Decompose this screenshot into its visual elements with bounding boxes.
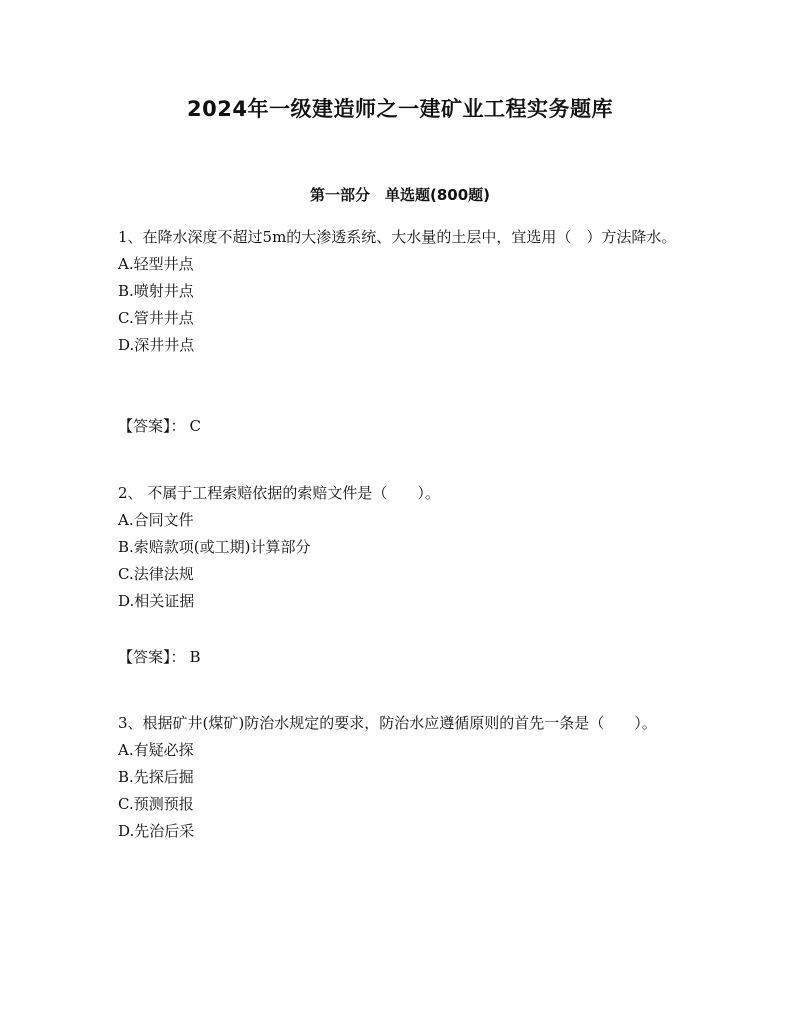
option-c: C.管井井点 [118, 309, 194, 327]
answer-value: B [189, 648, 201, 666]
question-stem: 2、 不属于工程索赔依据的索赔文件是（ ）。 [118, 484, 440, 502]
question-stem: 1、在降水深度不超过5m的大渗透系统、大水量的土层中，宜选用（ ）方法降水。 [118, 228, 677, 246]
option-list [118, 737, 693, 845]
option-d: D.相关证据 [118, 592, 195, 610]
option-b: B.先探后掘 [118, 768, 194, 786]
option-d: D.深井井点 [118, 336, 195, 354]
answer-label: 【答案】： [118, 648, 186, 666]
option-c: C.预测预报 [118, 795, 194, 813]
section-title: 第一部分 单选题(800题) [309, 186, 491, 204]
answer-1 [118, 414, 201, 438]
question-stem: 3、根据矿井(煤矿)防治水规定的要求，防治水应遵循原则的首先一条是（ ）。 [118, 714, 657, 732]
question-2 [118, 480, 693, 615]
option-list [118, 251, 693, 359]
option-list [118, 507, 693, 615]
option-b: B.索赔款项(或工期)计算部分 [118, 538, 311, 556]
option-d: D.先治后采 [118, 822, 195, 840]
answer-value: C [189, 417, 201, 435]
option-a: A.有疑必探 [118, 741, 194, 759]
answer-2 [118, 645, 201, 669]
question-3 [118, 710, 693, 845]
page-title: 2024年一级建造师之一建矿业工程实务题库 [187, 97, 613, 121]
option-a: A.轻型井点 [118, 255, 194, 273]
option-b: B.喷射井点 [118, 282, 194, 300]
question-1 [118, 224, 693, 359]
option-c: C.法律法规 [118, 565, 194, 583]
option-a: A.合同文件 [118, 511, 194, 529]
answer-label: 【答案】： [118, 417, 186, 435]
